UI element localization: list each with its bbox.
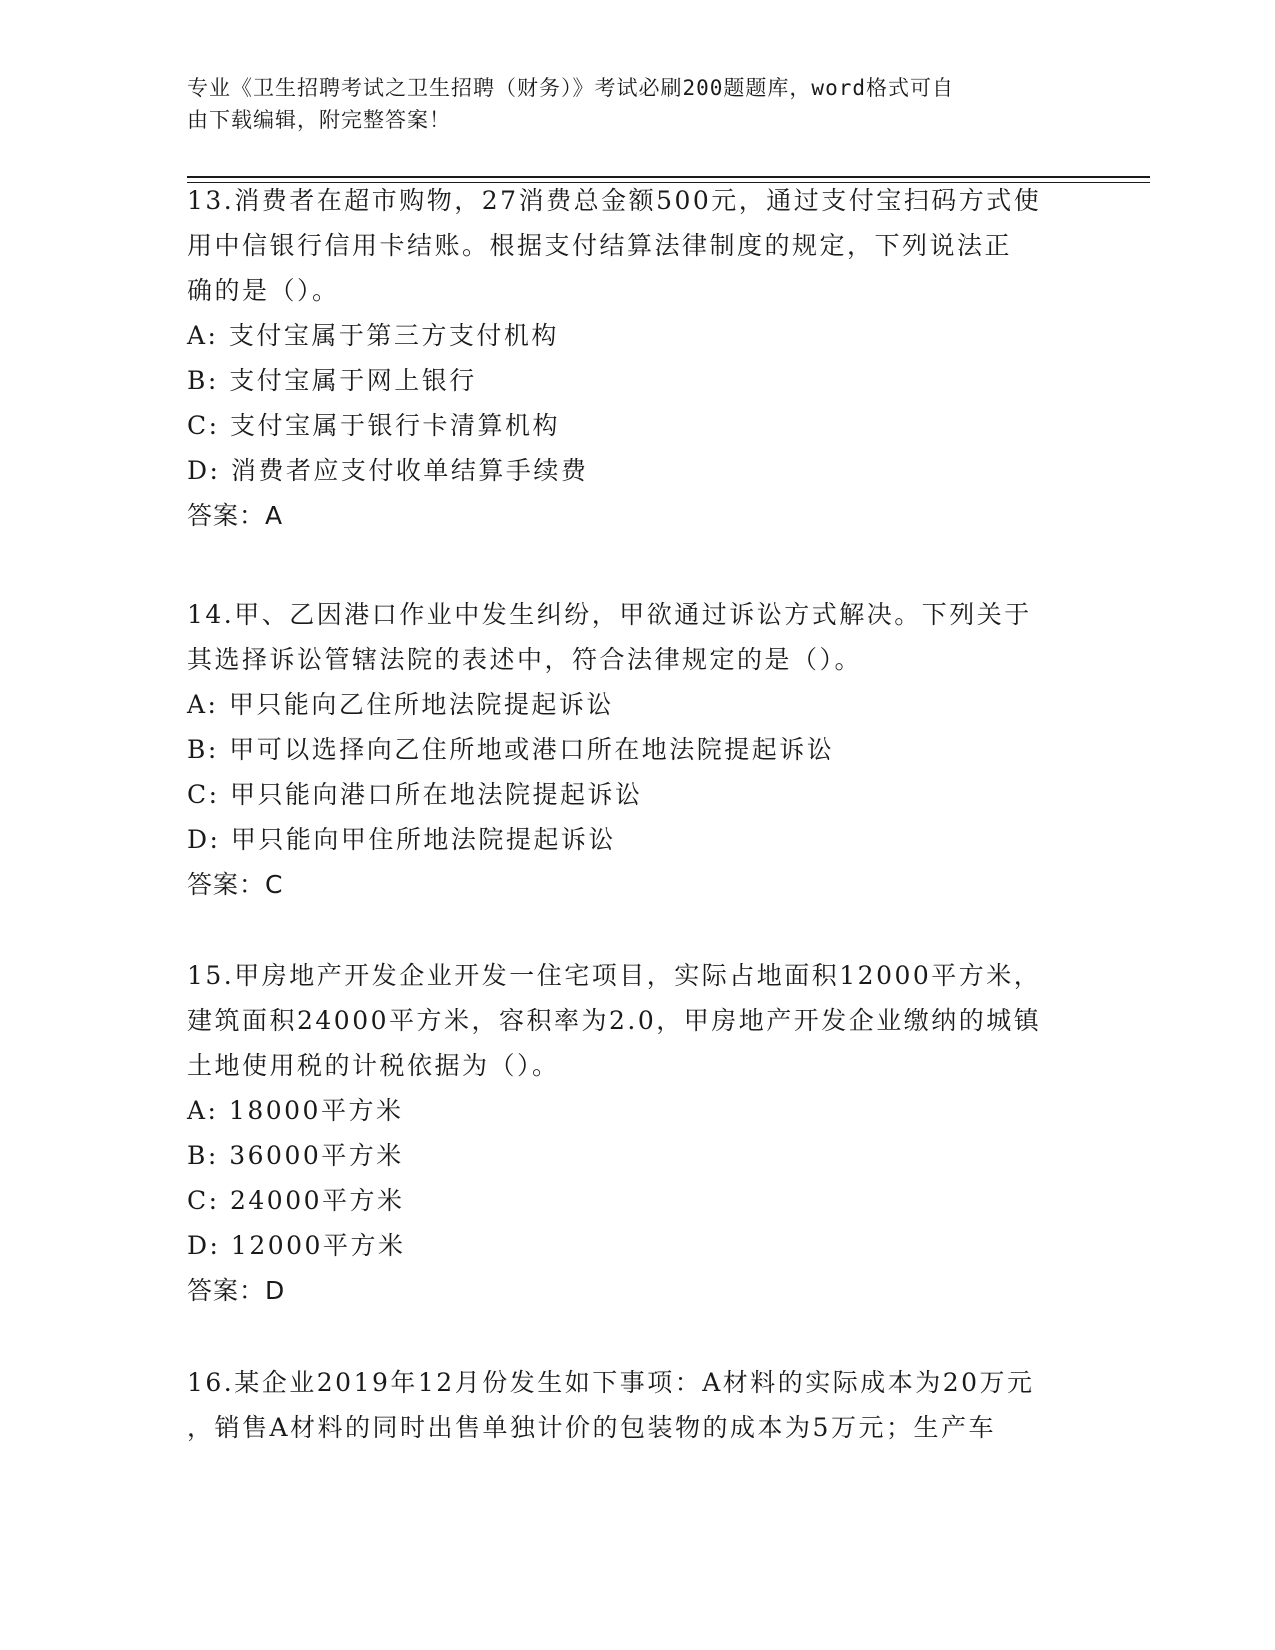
header-line-1: 专业《卫生招聘考试之卫生招聘（财务）》考试必刷200题题库，word格式可自 [187, 76, 954, 100]
option-d: D: 消费者应支付收单结算手续费 [187, 456, 589, 485]
answer-line: 答案：A [187, 501, 284, 530]
question-13 [187, 178, 1087, 538]
question-stem-line: 用中信银行信用卡结账。根据支付结算法律制度的规定，下列说法正 [187, 231, 1013, 260]
question-stem-line: 14.甲、乙因港口作业中发生纠纷，甲欲通过诉讼方式解决。下列关于 [187, 600, 1032, 629]
option-b: B: 支付宝属于网上银行 [187, 366, 477, 395]
option-c: C: 甲只能向港口所在地法院提起诉讼 [187, 780, 643, 809]
option-c: C: 支付宝属于银行卡清算机构 [187, 411, 560, 440]
question-stem-line: 土地使用税的计税依据为（）。 [187, 1051, 560, 1080]
option-a: A: 18000平方米 [187, 1096, 404, 1125]
question-14 [187, 592, 1087, 907]
answer-line: 答案：C [187, 870, 284, 899]
option-a: A: 甲只能向乙住所地法院提起诉讼 [187, 690, 614, 719]
option-a: A: 支付宝属于第三方支付机构 [187, 321, 559, 350]
question-stem-line: ，销售A材料的同时出售单独计价的包装物的成本为5万元；生产车 [187, 1413, 996, 1442]
question-stem-line: 13.消费者在超市购物，27消费总金额500元，通过支付宝扫码方式使 [187, 186, 1042, 215]
option-c: C: 24000平方米 [187, 1186, 405, 1215]
question-stem-line: 确的是（）。 [187, 276, 340, 305]
option-d: D: 12000平方米 [187, 1231, 406, 1260]
question-16 [187, 1360, 1087, 1450]
question-stem-line: 15.甲房地产开发企业开发一住宅项目，实际占地面积12000平方米， [187, 961, 1042, 990]
option-b: B: 甲可以选择向乙住所地或港口所在地法院提起诉讼 [187, 735, 835, 764]
question-stem-line: 建筑面积24000平方米，容积率为2.0，甲房地产开发企业缴纳的城镇 [187, 1006, 1042, 1035]
question-stem-line: 16.某企业2019年12月份发生如下事项：A材料的实际成本为20万元 [187, 1368, 1035, 1397]
page-header [187, 72, 1067, 136]
question-15 [187, 953, 1087, 1313]
option-b: B: 36000平方米 [187, 1141, 404, 1170]
option-d: D: 甲只能向甲住所地法院提起诉讼 [187, 825, 616, 854]
question-stem-line: 其选择诉讼管辖法院的表述中，符合法律规定的是（）。 [187, 645, 863, 674]
answer-line: 答案：D [187, 1276, 286, 1305]
header-line-2: 由下载编辑，附完整答案！ [187, 108, 451, 132]
